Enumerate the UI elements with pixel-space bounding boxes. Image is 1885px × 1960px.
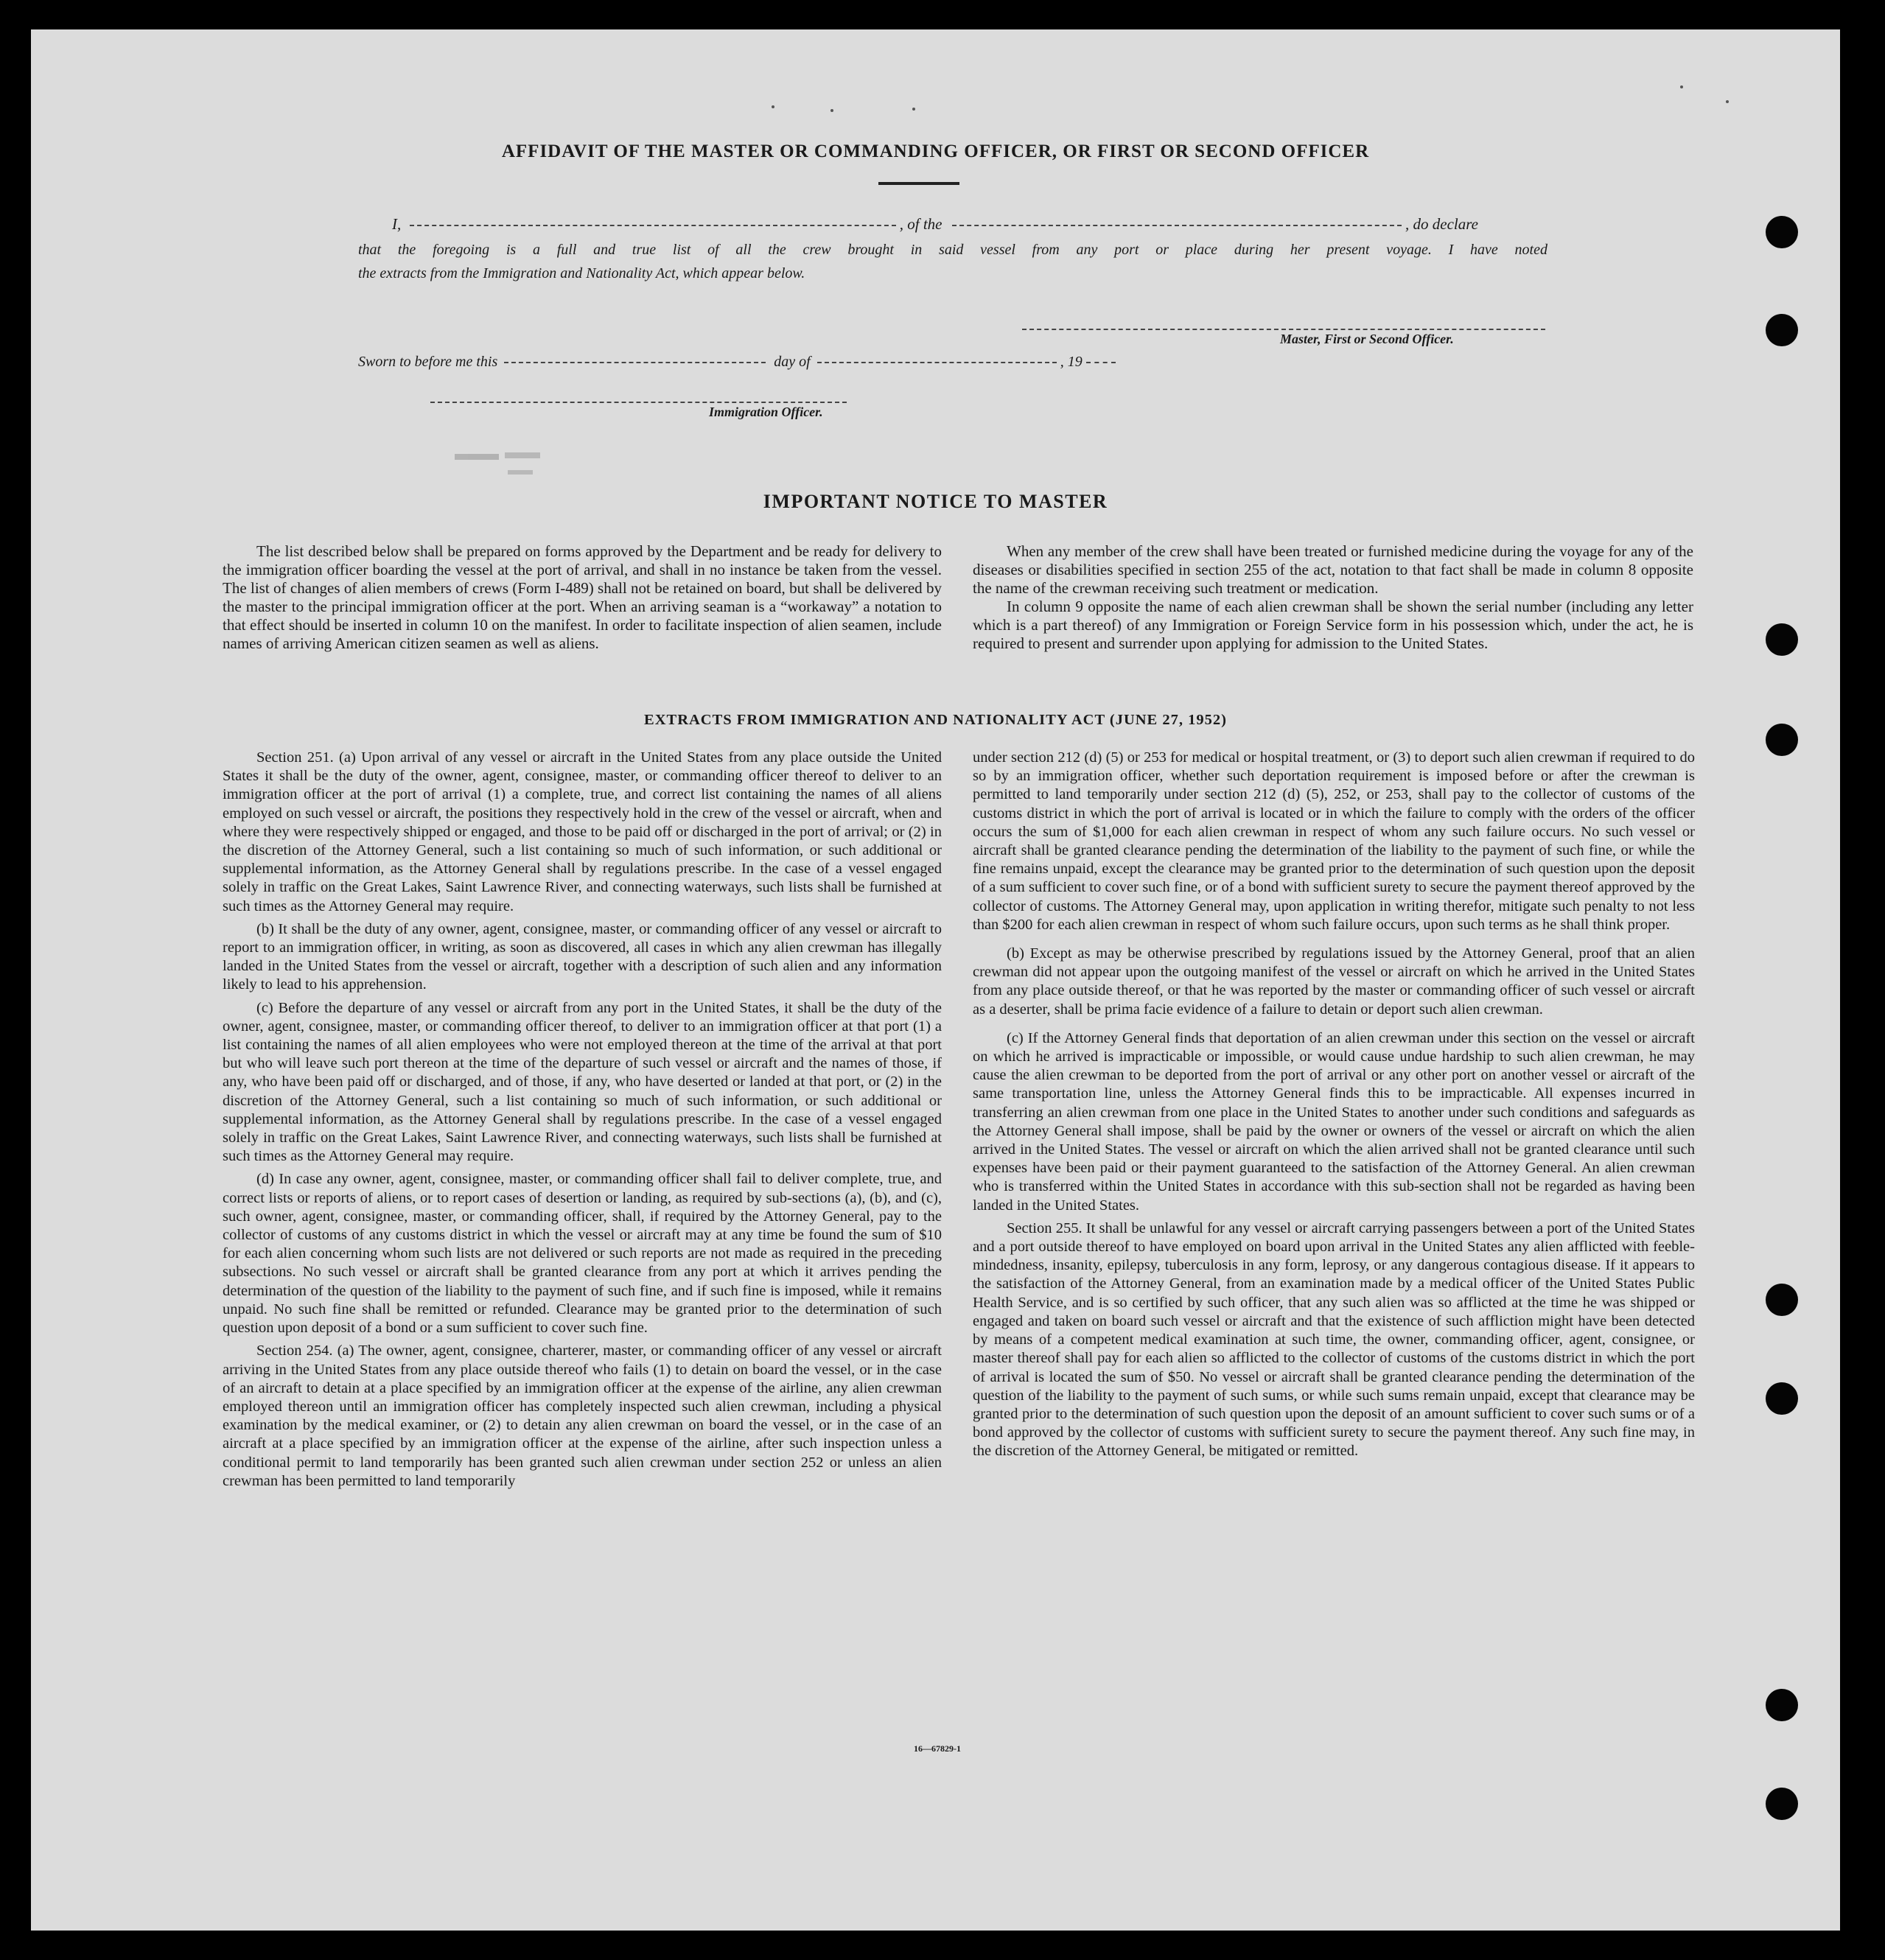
speck: [912, 108, 915, 111]
vessel-blank[interactable]: [952, 225, 1402, 226]
punch-hole: [1766, 1689, 1798, 1721]
punch-hole: [1766, 1284, 1798, 1316]
day-of-label: day of: [774, 354, 811, 370]
title-underline: [878, 182, 959, 185]
officer-signature-label: Immigration Officer.: [709, 405, 823, 419]
punch-hole: [1766, 216, 1798, 248]
notice-left-paragraph: The list described below shall be prepared on forms approved by the Department and be ready for delivery to the immigration officer boarding the vessel at the port of arrival, and shall in no instance be taken from the vessel. The list of changes of alien members of crews (Form I-489) shall not be retained on board, but shall be delivered by the master to the principal immigration officer at the port. When an arriving seaman is a “workaway” a notation to that effect should be inserted in column 10 on the manifest. In order to facilitate inspection of alien seamen, include names of arriving American citizen seamen as well as aliens.: [223, 542, 942, 652]
section-251-d: (d) In case any owner, agent, consignee, master, or commanding officer shall fail to deliver complete, true, and correct lists or reports of aliens, or to report cases of desertion or landing, as required by sub-sections (a), (b), and (c), such owner, agent, consignee, master, or commanding officer, shall, if required by the Attorney General, pay to the collector of customs of any customs district in which the vessel or aircraft may at any time be found the sum of $10 for each alien concerning whom such lists are not delivered or such reports are not made as required in the preceding subsections. No such vessel or aircraft shall be granted clearance from any port at which it arrives pending the determination of the question of the liability to the payment of such fine, and if such fine is imposed, while it remains unpaid. No such fine shall be remitted or refunded. Clearance may be granted prior to the determination of such question upon deposit of a bond or a sum sufficient to cover such fine.: [223, 1171, 942, 1337]
sworn-label: Sworn to before me this: [358, 354, 498, 370]
faded-stamp: [455, 448, 543, 483]
of-the-label: , of the: [899, 215, 942, 233]
section-251-b: (b) It shall be the duty of any owner, agent, consignee, master, or commanding officer of any vessel or aircraft to report to an immigration officer, in writing, as soon as discovered, all cases in which any alien crewman has illegally landed in the United States from the vessel or aircraft, together with a description of such alien and any information likely to lead to his apprehension.: [223, 920, 942, 993]
affidavit-line-3: the extracts from the Immigration and Nationality Act, which appear below.: [358, 265, 805, 281]
affidavit-i-label: I,: [392, 215, 402, 233]
year-label: , 19: [1060, 354, 1083, 370]
affidavit-title: AFFIDAVIT OF THE MASTER OR COMMANDING OFFICER, OR FIRST OR SECOND OFFICER: [501, 141, 1370, 161]
section-254-a: Section 254. (a) The owner, agent, consignee, charterer, master, or commanding officer of any vessel or aircraft arriving in the United States from any place outside thereof who fails (1) to detain on board the vessel, or in the case of an aircraft to detain at a place specified by an immigration officer at the expense of the airline, any alien crewman employed thereon until an immigration officer has completely inspected such alien crewman, including a physical examination by the medical examiner, or (2) to detain any alien crewman on board the vessel, or in the case of an aircraft at a place specified by an immigration officer at the expense of the airline, after such inspection unless a conditional permit to land temporarily has been granted such alien crewman under section 252 or unless an alien crewman has been permitted to land temporarily: [223, 1343, 942, 1489]
name-blank[interactable]: [410, 225, 896, 226]
section-251-a: Section 251. (a) Upon arrival of any vessel or aircraft in the United States from any place outside the United States it shall be the duty of the owner, agent, consignee, master, or commanding officer thereof to deliver to an immigration officer at the port of arrival (1) a complete, true, and correct list containing the names of all aliens employed on such vessel or aircraft, the positions they respectively hold in the crew of the vessel or aircraft, when and where they were respectively shipped or engaged, and those to be paid off or discharged in the port of arrival; or (2) in the discretion of the Attorney General, such a list containing so much of such information, or such additional or supplemental information, as the Attorney General shall by regulations prescribe. In the case of a vessel engaged solely in traffic on the Great Lakes, Saint Lawrence River, and connecting waterways, such lists shall be furnished at such times as the Attorney General may require.: [223, 749, 942, 914]
sworn-month-blank[interactable]: [817, 362, 1057, 363]
master-signature-line[interactable]: [1022, 329, 1545, 330]
speck: [1726, 100, 1729, 103]
affidavit-line-1: [392, 215, 1547, 234]
extracts-left-column: [223, 749, 942, 1495]
punch-hole: [1766, 623, 1798, 656]
notice-right-paragraph-2: In column 9 opposite the name of each alien crewman shall be shown the serial number (including any letter which is a part thereof) of any Immigration or Foreign Service form in his possession which, under the act, he is required to present and surrender upon applying for admission to the United States.: [973, 598, 1693, 652]
sworn-line: [358, 354, 1116, 371]
punch-hole: [1766, 1788, 1798, 1820]
speck: [830, 109, 833, 112]
master-signature-label: Master, First or Second Officer.: [1280, 332, 1454, 346]
speck: [1680, 85, 1683, 88]
speck: [772, 105, 774, 108]
section-254-a-continued: under section 212 (d) (5) or 253 for medical or hospital treatment, or (3) to deport such alien crewman if required to do so by an immigration officer, whether such deportation requirement is imposed before or after the crewman is permitted to land temporarily under section 212 (d) (5), 252, or 253, shall pay to the collector of customs of the customs district in which the port of arrival is located or in which the failure to comply with the orders of the officer occurs the sum of $1,000 for each alien crewman in respect of whom any such failure occurs. No such vessel or aircraft shall be granted clearance pending the determination of the liability to the payment of such fine, or while the fine remains unpaid, except the clearance may be granted prior to the determination of such question upon the deposit of a sum sufficient to cover such fine, or of a bond with sufficient surety to secure the payment thereof approved by the collector of customs. The Attorney General may, upon application in writing therefor, mitigate such penalty to not less than $200 for each alien crewman in respect of whom such failure occurs, upon such terms as he shall think proper.: [973, 749, 1695, 933]
affidavit-line-2: that the foregoing is a full and true list of all the crew brought in said vessel from any port or place during her present voyage. I have noted: [358, 242, 1547, 258]
document-page: [31, 29, 1840, 1931]
section-255: Section 255. It shall be unlawful for any vessel or aircraft carrying passengers between a port of the United States and a port outside thereof to have employed on board upon arrival in the United States any alien afflicted with feeble-mindedness, insanity, epilepsy, tuberculosis in any form, leprosy, or any dangerous contagious disease. If it appears to the satisfaction of the Attorney General, from an examination made by a medical officer of the United States Public Health Service, and is so certified by such officer, that any such alien was so afflicted at the time he was shipped or engaged and taken on board such vessel or aircraft and that the existence of such affliction might have been detected by means of a competent medical examination at such time, the owner, commanding officer, agent, consignee, or master thereof shall pay for each alien so afflicted to the collector of customs of the customs district in which the port of arrival is located the sum of $50. No vessel or aircraft shall be granted clearance pending the determination of the question of the liability to the payment of such sums, or while such sums remain unpaid, except that clearance may be granted prior to the determination of such question upon the deposit of an amount sufficient to cover such sums or of a bond approved by the collector of customs with sufficient surety to secure the payment thereof. Any such fine may, in the discretion of the Attorney General, be mitigated or remitted.: [973, 1219, 1695, 1460]
section-254-b: (b) Except as may be otherwise prescribed by regulations issued by the Attorney General, proof that an alien crewman did not appear upon the outgoing manifest of the vessel or aircraft on which he arrived in the United States from any place outside thereof, or that he was reported by the master or commanding officer of such vessel or aircraft as a deserter, shall be prima facie evidence of a failure to detain or deport such alien crewman.: [973, 945, 1695, 1018]
notice-title: IMPORTANT NOTICE TO MASTER: [763, 491, 1108, 512]
sworn-day-blank[interactable]: [504, 362, 766, 363]
section-251-c: (c) Before the departure of any vessel or aircraft from any port in the United States, it shall be the duty of the owner, agent, consignee, master, or commanding officer thereof, to deliver to an immigration officer at that port (1) a list containing the names of all alien employees who were not employed thereon at the time of the arrival at that port but who will leave such port thereon at the time of the departure of such vessel or aircraft and the names of those, if any, who have been paid off or discharged, and of those, if any, who have deserted or landed at that port, or (2) in the discretion of the Attorney General, such a list containing so much of such information, or such additional or supplemental information, as the Attorney General shall by regulations prescribe. In the case of a vessel engaged solely in traffic on the Great Lakes, Saint Lawrence River, and connecting waterways, such lists shall be furnished at such times as the Attorney General may require.: [223, 999, 942, 1165]
sworn-year-blank[interactable]: [1086, 362, 1116, 363]
notice-right-paragraph-1: When any member of the crew shall have been treated or furnished medicine during the voyage for any of the diseases or disabilities specified in section 255 of the act, notation to that fact shall be made in column 8 opposite the name of the crewman receiving such treatment or medication.: [973, 542, 1693, 597]
notice-right: [973, 542, 1693, 653]
punch-hole: [1766, 314, 1798, 346]
extracts-right-column: [973, 749, 1695, 1466]
do-declare-label: , do declare: [1405, 215, 1478, 233]
form-number: 16—67829-1: [914, 1743, 961, 1754]
section-254-c: (c) If the Attorney General finds that deportation of an alien crewman under this section on the vessel or aircraft on which he arrived is impracticable or impossible, or would cause undue hardship to such alien crewman, he may cause the alien crewman to be deported from the port of arrival or any other port on another vessel or aircraft of the same transportation line, unless the Attorney General finds this to be impracticable. All expenses incurred in transferring an alien crewman from one place in the United States to another under such conditions and safeguards as the Attorney General shall impose, shall be paid by the owner or owners of the vessel or aircraft on which the alien arrived in the United States. The vessel or aircraft on which the alien arrived shall not be granted clearance until such expenses have been paid or their payment guaranteed to the satisfaction of the Attorney General. An alien crewman who is transferred within the United States in accordance with this sub-section shall not be regarded as having been landed in the United States.: [973, 1029, 1695, 1214]
extracts-title: EXTRACTS FROM IMMIGRATION AND NATIONALITY ACT (JUNE 27, 1952): [644, 712, 1227, 728]
notice-left: [223, 542, 942, 657]
officer-signature-line[interactable]: [430, 402, 847, 403]
punch-hole: [1766, 1382, 1798, 1415]
